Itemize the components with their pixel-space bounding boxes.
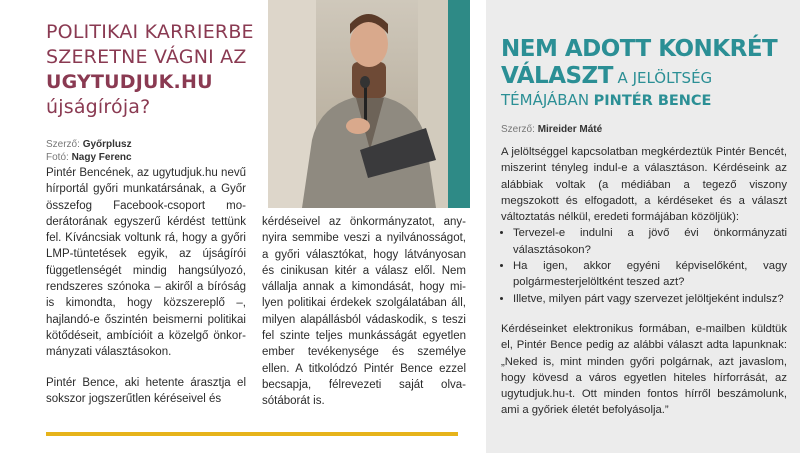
sidebar-author-name: Mireider Máté bbox=[537, 124, 603, 135]
headline-part1: POLITIKAI KARRIERBE SZERETNE VÁGNI AZ bbox=[46, 21, 254, 68]
sidebar-author-label: Szerző: bbox=[501, 124, 535, 135]
headline-part2: újságírója? bbox=[46, 96, 151, 118]
article-column-1 bbox=[46, 165, 246, 421]
author-label: Szerző: bbox=[46, 139, 80, 150]
sidebar-title-name: PINTÉR BENCE bbox=[593, 93, 712, 109]
sidebar-body bbox=[501, 144, 787, 433]
question-item: • Tervezel-e indulni a jövő évi önkormányzati választásokon? bbox=[513, 225, 787, 258]
col1-paragraph-2: Pintér Bence, aki hetente árasztja el sokszor jogszerűtlen kéréseivel és bbox=[46, 376, 246, 405]
author-line bbox=[46, 138, 132, 151]
question-item: • Illetve, milyen párt vagy szervezet jelöltjeként indulsz? bbox=[513, 291, 787, 307]
question-list bbox=[501, 225, 787, 306]
question-item: • Ha igen, akkor egyéni képviselőként, vagy polgármesterjelöltként teszed azt? bbox=[513, 258, 787, 291]
article-column-2 bbox=[262, 214, 466, 424]
article-headline bbox=[46, 20, 256, 120]
speaker-figure bbox=[268, 0, 470, 208]
photo-credit-line bbox=[46, 151, 132, 164]
sidebar-byline bbox=[501, 124, 602, 135]
article-photo bbox=[268, 0, 470, 208]
sidebar-intro: A jelöltséggel kapcsolatban megkérdeztük Pintér Bencét, miszerint tényleg indul-e a választáson. Kérdéseink az alábbiak voltak (a médiában a tegező viszony megszokott és elfogadott, a kérdéseket és a választ változtatás nélkül, eredeti formájában közöljük): bbox=[501, 146, 787, 224]
sidebar-title-big: NEM ADOTT KONKRÉT VÁLASZT bbox=[501, 36, 778, 89]
col1-paragraph-1: Pintér Bencének, az ugytudjuk.hu nevű hírportál győri munkatársának, a Győr összefog Facebook-csoport moderátorának egyszerű kérdést tettünk fel. Kíváncsiak voltunk rá, hogy a győri LMP-tüntetések egyik, az újságírói függetlenségét mindig hangsúlyozó, rendszeres szónoka – akiről a bíróság is kimondta, hogy közszereplő –, hajlandó-e őszintén beismerni politikai kötődéseit, ambícióit a közelgő önkormányzati választásokon. bbox=[46, 167, 246, 359]
photo-label: Fotó: bbox=[46, 152, 69, 163]
article-byline bbox=[46, 138, 132, 164]
headline-site: UGYTUDJUK.HU bbox=[46, 71, 213, 93]
yellow-divider bbox=[46, 432, 458, 436]
sidebar-outro: Kérdéseinket elektronikus formában, e-mailben küldtük el, Pintér Bence pedig az alábbi választ adta lapunknak: „Neked is, mint minden győri polgárnak, azt javaslom, hogy kövesd a város egyetlen hiteles hírforrását, az ugytudjuk.hu-t. Ott minden fontos hírről beszámolunk, ami a győriek életét befolyásolja.” bbox=[501, 322, 787, 417]
author-name: Győrplusz bbox=[82, 139, 132, 150]
sidebar-article bbox=[486, 0, 800, 453]
sidebar-title-normal: A JELÖLTSÉG TÉMÁJÁBAN bbox=[501, 69, 713, 109]
col2-paragraph: kérdéseivel az önkormányzatot, anynyira semmibe veszi a nyilvánosságot, a győri választókat, hogy látványosan és cinikusan kitér a válasz elől. Nem vállalja annak a kimondását, hogy milyen politikai érdekek szolgálatában áll, milyen alapállásból vádaskodik, s teszi fel szinte teljes munkásságát egyetlen ember tevékenysége és személye ellen. A titkolódzó Pintér Bence ezzel becsapja, félrevezeti saját olvasótáborát is. bbox=[262, 216, 466, 408]
sidebar-headline bbox=[501, 36, 791, 111]
photographer-name: Nagy Ferenc bbox=[71, 152, 132, 163]
